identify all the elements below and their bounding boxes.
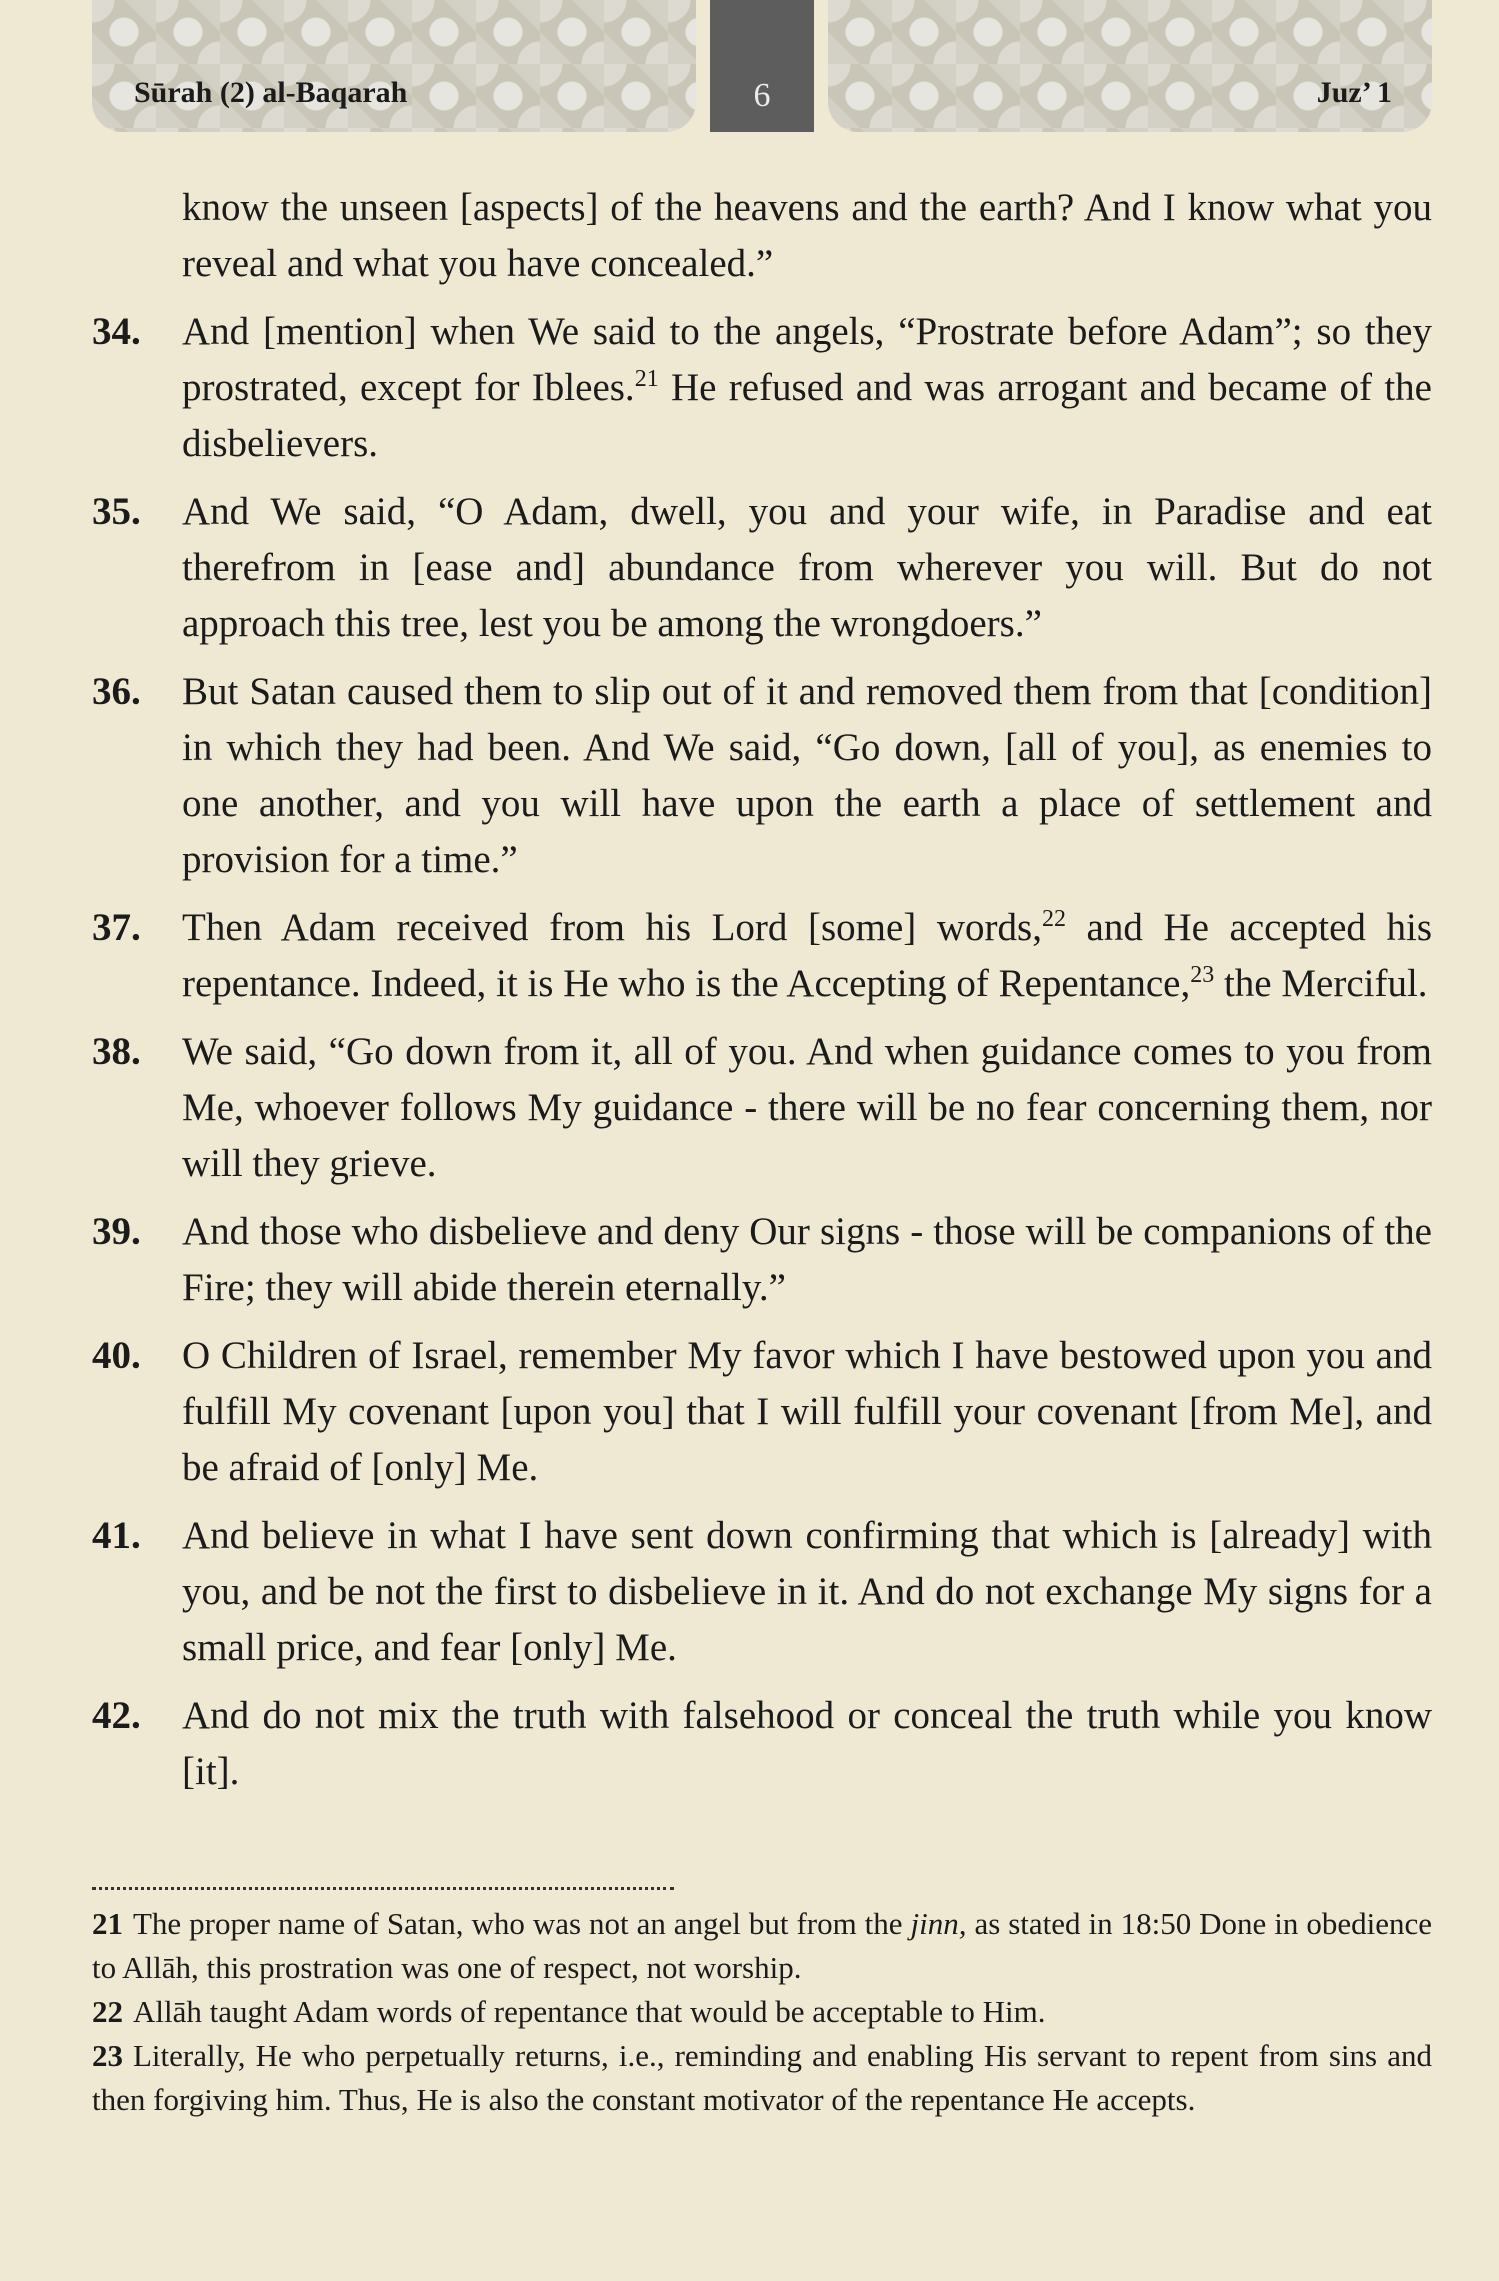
verse-36: 36. But Satan caused them to slip out of it and removed them from that [condition] in which they had been. And We said, “Go down, [all of you], as enemies to one another, and you will have upon the earth a place of settlement and provision for a time.” [92, 664, 1432, 888]
header-ornament-left [92, 0, 696, 132]
verse-41: 41. And believe in what I have sent down confirming that which is [already] with you, and be not the first to disbelieve in it. And do not exchange My signs for a small price, and fear [only] Me. [92, 1508, 1432, 1676]
verse-40: 40. O Children of Israel, remember My favor which I have bestowed upon you and fulfill My covenant [upon you] that I will fulfill your covenant [from Me], and be afraid of [only] Me. [92, 1328, 1432, 1496]
footnotes [92, 1902, 1432, 2122]
verse-number: 38. [92, 1030, 141, 1073]
verse-number: 36. [92, 670, 141, 713]
footnote-21: 21 The proper name of Satan, who was not an angel but from the jinn, as stated in 18:50 Done in obedience to Allāh, this prostration was one of respect, not worship. [92, 1906, 1432, 1985]
page-number: 6 [710, 0, 814, 132]
verse-continuation: know the unseen [aspects] of the heavens and the earth? And I know what you reveal and what you have concealed.” [182, 186, 1432, 285]
header-ornament-right [828, 0, 1432, 132]
verse-number: 39. [92, 1210, 141, 1253]
verse-number: 35. [92, 490, 141, 533]
verse-35: 35. And We said, “O Adam, dwell, you and your wife, in Paradise and eat therefrom in [ease and] abundance from wherever you will. But do not approach this tree, lest you be among the wrongdoers.” [92, 484, 1432, 652]
footnote-22: 22 Allāh taught Adam words of repentance that would be acceptable to Him. [92, 1994, 1046, 2029]
verse-number: 40. [92, 1334, 141, 1377]
verse-38: 38. We said, “Go down from it, all of you. And when guidance comes to you from Me, whoever follows My guidance - there will be no fear concerning them, nor will they grieve. [92, 1024, 1432, 1192]
footnote-ref[interactable]: 23 [1190, 962, 1215, 988]
verse-34: 34. And [mention] when We said to the angels, “Prostrate before Adam”; so they prostrated, except for Iblees.$^{21}$ He refused and was arrogant and became of the disbelievers. [92, 304, 1432, 472]
verse-number: 34. [92, 310, 141, 353]
page-header [92, 0, 1432, 132]
verse-list [92, 180, 1432, 1812]
footnote-ref[interactable]: 21 [634, 366, 659, 392]
footnote-23: 23 Literally, He who perpetually returns, i.e., reminding and enabling His servant to repent from sins and then forgiving him. Thus, He is also the constant motivator of the repentance He accepts. [92, 2038, 1432, 2117]
verse-39: 39. And those who disbelieve and deny Our signs - those will be companions of the Fire; they will abide therein eternally.” [92, 1204, 1432, 1316]
verse-number: 41. [92, 1514, 141, 1557]
footnote-divider [92, 1887, 674, 1890]
footnote-ref[interactable]: 22 [1041, 906, 1066, 932]
surah-title: Sūrah (2) al-Baqarah [134, 76, 408, 109]
juz-title: Juz’ 1 [1316, 76, 1392, 109]
verse-37: 37. Then Adam received from his Lord [some] words,$^{22}$ and He accepted his repentance. Indeed, it is He who is the Accepting of Repentance,$^{23}$ the Merciful. [92, 900, 1432, 1012]
verse-number: 42. [92, 1694, 141, 1737]
verse-42: 42. And do not mix the truth with falsehood or conceal the truth while you know [it]. [92, 1688, 1432, 1800]
verse-number: 37. [92, 906, 141, 949]
